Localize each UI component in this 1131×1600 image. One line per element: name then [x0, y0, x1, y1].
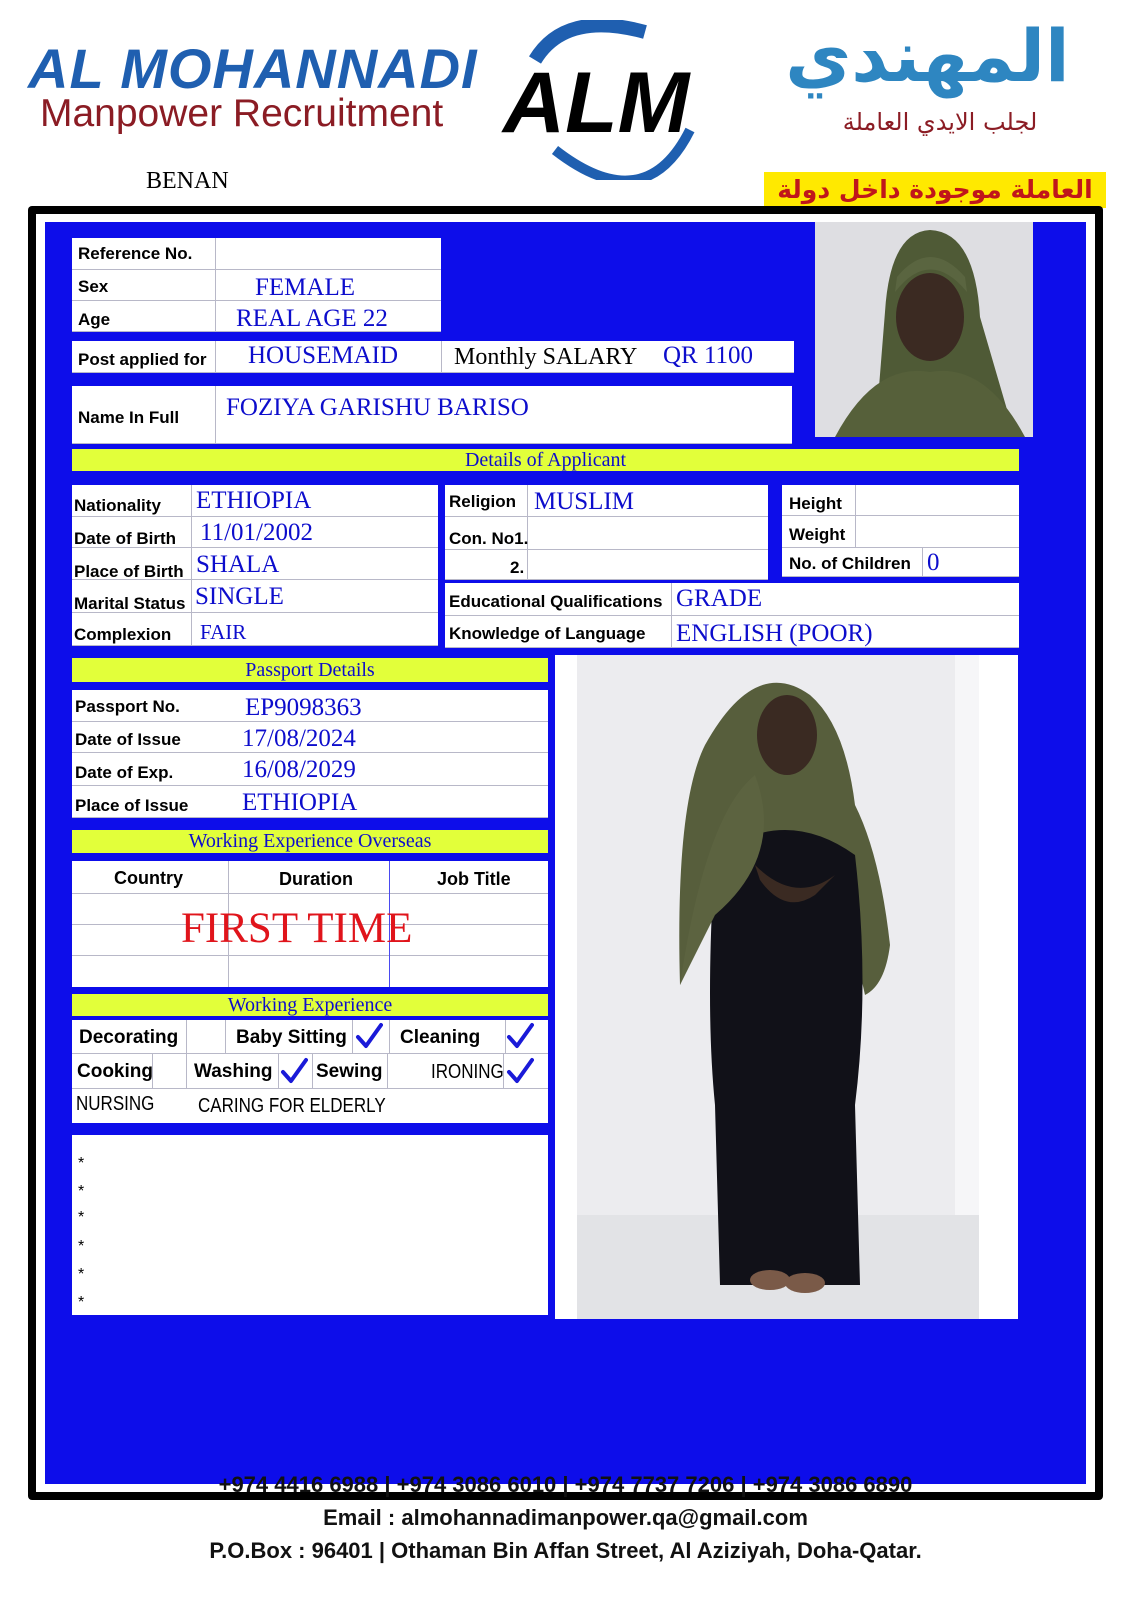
divider [215, 386, 216, 444]
post-label: Post applied for [78, 350, 207, 369]
children-label: No. of Children [789, 554, 911, 573]
divider [278, 1054, 279, 1089]
skill-decorating: Decorating [79, 1027, 179, 1048]
dob-value: 11/01/2002 [200, 519, 313, 546]
divider [191, 485, 192, 646]
education-value: GRADE [676, 585, 763, 612]
passport-issue-label: Date of Issue [75, 730, 181, 749]
children-value: 0 [927, 549, 940, 576]
section-title-experience: Working Experience [72, 994, 548, 1016]
passport-number-value: EP9098363 [245, 694, 362, 721]
brand-tagline: Manpower Recruitment [40, 92, 444, 135]
passport-place-label: Place of Issue [75, 796, 189, 815]
pob-value: SHALA [196, 551, 280, 578]
skill-caring-elderly: CARING FOR ELDERLY [198, 1095, 386, 1117]
checkmark-icon [506, 1022, 534, 1050]
skill-cooking: Cooking [77, 1061, 153, 1082]
sex-label: Sex [78, 277, 109, 296]
salary-label: Monthly SALARY [454, 344, 638, 370]
marital-value: SINGLE [195, 583, 284, 610]
divider [389, 1020, 390, 1054]
religion-value: MUSLIM [534, 488, 635, 515]
skill-baby-sitting: Baby Sitting [236, 1027, 347, 1048]
full-body-photo-frame [555, 655, 1018, 1319]
portrait-illustration [815, 222, 1033, 437]
pob-label: Place of Birth [74, 562, 184, 581]
note-bullet: * [78, 1155, 85, 1172]
divider [441, 341, 442, 373]
overseas-col-duration: Duration [279, 869, 353, 889]
agent-code: BENAN [146, 168, 229, 194]
con2-label: 2. [510, 558, 525, 577]
nationality-label: Nationality [74, 496, 161, 515]
divider [922, 548, 923, 577]
post-value: HOUSEMAID [248, 342, 398, 369]
passport-issue-value: 17/08/2024 [242, 725, 356, 752]
nationality-value: ETHIOPIA [196, 487, 312, 514]
note-bullet: * [78, 1238, 85, 1255]
checkmark-icon [355, 1022, 383, 1050]
brand-tagline-arabic: لجلب الايدي العاملة [842, 108, 1038, 136]
divider [72, 893, 548, 894]
skill-nursing: NURSING [76, 1093, 155, 1115]
divider [186, 1020, 187, 1089]
brand-name: AL MOHANNADI [28, 37, 478, 100]
divider [72, 955, 548, 956]
checkmark-icon [506, 1057, 534, 1085]
passport-expiry-label: Date of Exp. [75, 763, 174, 782]
alm-logo [495, 20, 730, 180]
notes-box [72, 1135, 548, 1315]
passport-expiry-value: 16/08/2029 [242, 756, 356, 783]
note-bullet: * [78, 1183, 85, 1200]
overseas-col-country: Country [114, 868, 183, 888]
skill-washing: Washing [194, 1061, 273, 1082]
availability-note: العاملة موجودة داخل دولة [764, 172, 1106, 208]
weight-label: Weight [789, 525, 846, 544]
divider [352, 1020, 353, 1054]
note-bullet: * [78, 1266, 85, 1283]
note-bullet: * [78, 1209, 85, 1226]
divider [225, 1020, 226, 1054]
con1-label: Con. No1. [449, 529, 529, 548]
passport-place-value: ETHIOPIA [242, 789, 358, 816]
full-body-photo [555, 655, 1018, 1319]
divider [215, 238, 216, 332]
age-label: Age [78, 310, 111, 329]
skill-cleaning: Cleaning [400, 1027, 481, 1048]
passport-number-label: Passport No. [75, 697, 180, 716]
complexion-label: Complexion [74, 625, 172, 644]
footer-address: P.O.Box : 96401 | Othaman Bin Affan Street, Al Aziziyah, Doha-Qatar. [209, 1538, 922, 1563]
first-time-note: FIRST TIME [181, 905, 413, 952]
education-label: Educational Qualifications [449, 592, 663, 611]
skill-ironing: IRONING [431, 1061, 504, 1083]
footer-phones: +974 4416 6988 | +974 3086 6010 | +974 7737 7206 | +974 3086 6890 [218, 1472, 913, 1497]
language-value: ENGLISH (POOR) [676, 620, 873, 647]
full-name-value: FOZIYA GARISHU BARISO [226, 394, 529, 421]
religion-label: Religion [449, 492, 517, 511]
name-label: Name In Full [78, 408, 180, 427]
checkmark-icon [280, 1057, 308, 1085]
portrait-photo [815, 222, 1033, 437]
divider [855, 485, 856, 548]
salary-value: QR 1100 [663, 342, 754, 369]
overseas-col-job-title: Job Title [437, 869, 511, 889]
sex-value: FEMALE [255, 274, 355, 301]
height-label: Height [789, 494, 842, 513]
divider [671, 583, 672, 648]
skill-sewing: Sewing [316, 1061, 383, 1082]
footer-email: Email : almohannadimanpower.qa@gmail.com [323, 1505, 808, 1530]
reference-label: Reference No. [78, 244, 193, 263]
con2-row [445, 550, 768, 580]
age-value: REAL AGE 22 [236, 305, 388, 332]
marital-label: Marital Status [74, 594, 186, 613]
divider [312, 1054, 313, 1089]
logo-text: ALM [503, 55, 690, 151]
note-bullet: * [78, 1294, 85, 1311]
complexion-value: FAIR [200, 620, 247, 644]
divider [387, 1054, 388, 1089]
dob-label: Date of Birth [74, 529, 176, 548]
section-title-passport: Passport Details [72, 658, 548, 682]
section-title-applicant: Details of Applicant [72, 449, 1019, 471]
brand-name-arabic: المهندي [785, 14, 1070, 98]
section-title-overseas: Working Experience Overseas [72, 830, 548, 853]
divider [215, 341, 216, 373]
language-label: Knowledge of Language [449, 624, 646, 643]
